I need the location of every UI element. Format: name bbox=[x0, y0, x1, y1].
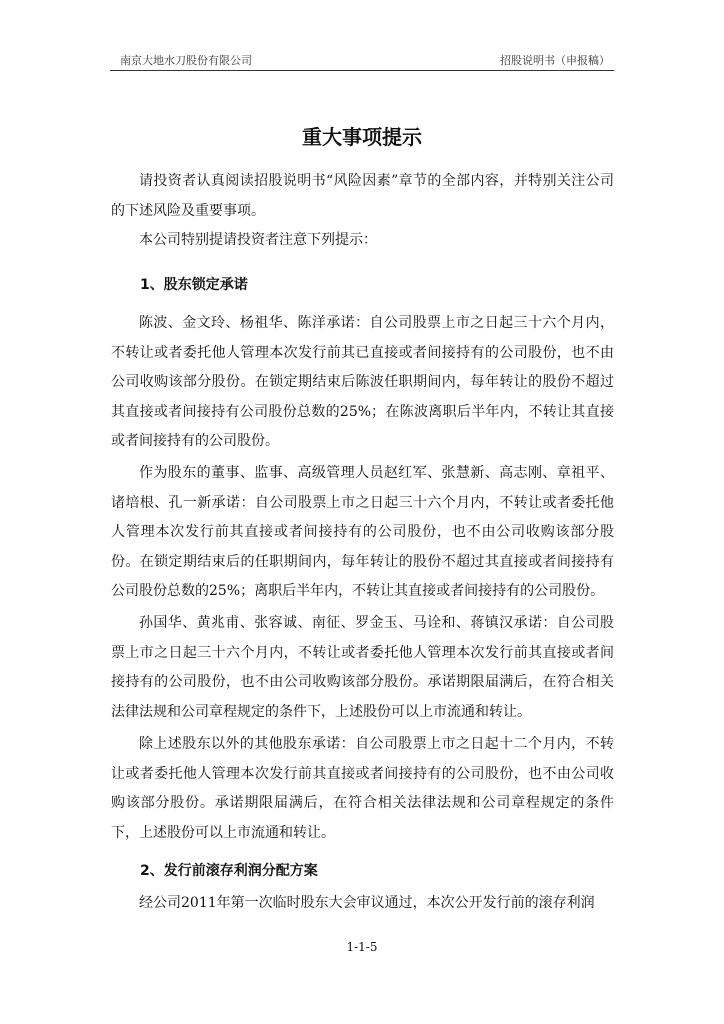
header-document-type: 招股说明书（申报稿） bbox=[500, 54, 610, 67]
page-header bbox=[110, 50, 614, 71]
page-title: 重大事项提示 bbox=[302, 125, 422, 149]
paragraph-founder-lockup: 陈波、金文玲、杨祖华、陈洋承诺：自公司股票上市之日起三十六个月内，不转让或者委托他人管理本次发行前其已直接或者间接持有的公司股份，也不由公司收购该部分股份。在锁定期结束后陈波任职期间内，每年转让的股份不超过其直接或者间接持有公司股份总数的25%；在陈波离职后半年内，不转让其直接或者间接持有的公司股份。 bbox=[111, 315, 614, 449]
header-company-name: 南京大地水刀股份有限公司 bbox=[120, 54, 252, 67]
paragraph-shareholder-lockup: 孙国华、黄兆甫、张容诚、南征、罗金玉、马诠和、蒋镇汉承诺：自公司股票上市之日起三十六个月内，不转让或者委托他人管理本次发行前其直接或者间接持有的公司股份，也不由公司收购该部分股份。承诺期限届满后，在符合相关法律法规和公司章程规定的条件下，上述股份可以上市流通和转让。 bbox=[111, 615, 614, 720]
paragraph-other-shareholders-lockup: 除上述股东以外的其他股东承诺：自公司股票上市之日起十二个月内，不转让或者委托他人管理本次发行前其直接或者间接持有的公司股份，也不由公司收购该部分股份。承诺期限届满后，在符合相关法律法规和公司章程规定的条件下，上述股份可以上市流通和转让。 bbox=[111, 736, 614, 841]
paragraph-management-lockup: 作为股东的董事、监事、高级管理人员赵红军、张慧新、高志刚、章祖平、诸培根、孔一新承诺：自公司股票上市之日起三十六个月内，不转让或者委托他人管理本次发行前其直接或者间接持有的公司股份，也不由公司收购该部分股份。在锁定期结束后的任职期间内，每年转让的股份不超过其直接或者间接持有公司股份总数的25%；离职后半年内，不转让其直接或者间接持有的公司股份。 bbox=[111, 465, 614, 599]
intro-notice: 本公司特别提请投资者注意下列提示： bbox=[139, 232, 377, 248]
section-heading-share-lockup: 1、股东锁定承诺 bbox=[140, 277, 248, 293]
intro-paragraph: 请投资者认真阅读招股说明书“风险因素”章节的全部内容，并特别关注公司的下述风险及重要事项。 bbox=[111, 173, 614, 219]
section-heading-profit-distribution: 2、发行前滚存利润分配方案 bbox=[140, 863, 318, 879]
page-number: 1-1-5 bbox=[346, 940, 378, 954]
paragraph-profit-distribution: 经公司2011年第一次临时股东大会审议通过，本次公开发行前的滚存利润 bbox=[139, 895, 595, 911]
